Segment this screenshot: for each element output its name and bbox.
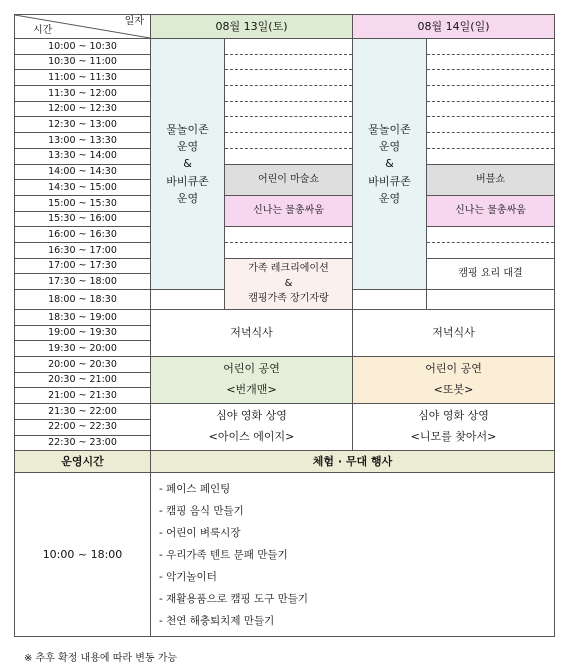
time-slot: 19:30 ~ 20:00: [15, 341, 151, 357]
day2-header: 08월 14일(일): [353, 15, 555, 39]
time-slot: 13:30 ~ 14:00: [15, 148, 151, 164]
time-slot: 17:30 ~ 18:00: [15, 274, 151, 290]
list-item: - 어린이 벼룩시장: [159, 526, 241, 539]
day2-kids-show: 어린이 공연 <또봇>: [353, 357, 555, 404]
time-slot: 22:30 ~ 23:00: [15, 435, 151, 451]
time-slot: 10:30 ~ 11:00: [15, 54, 151, 70]
day1-dinner: 저녁식사: [151, 310, 353, 357]
list-item: - 우리가족 텐트 문패 만들기: [159, 548, 288, 561]
corner-header: [15, 15, 151, 39]
day2-dinner: 저녁식사: [353, 310, 555, 357]
day1-water-bbq: 물놀이존 운영 & 바비큐존 운영: [151, 39, 225, 290]
time-slot: 10:00 ~ 10:30: [15, 39, 151, 55]
operating-hours-header: 운영시간: [15, 451, 151, 473]
list-item: - 재활용품으로 캠핑 도구 만들기: [159, 592, 308, 605]
time-slot: 14:30 ~ 15:00: [15, 180, 151, 196]
list-item: - 악기놀이터: [159, 570, 217, 583]
operating-hours: 10:00 ~ 18:00: [15, 473, 151, 637]
day1-water-fight: 신나는 물총싸움: [225, 195, 353, 226]
time-slot: 15:00 ~ 15:30: [15, 195, 151, 211]
day2-water-bbq: 물놀이존 운영 & 바비큐존 운영: [353, 39, 427, 290]
time-slot: 15:30 ~ 16:00: [15, 211, 151, 227]
list-item: - 천연 해충퇴치제 만들기: [159, 614, 275, 627]
time-slot: 22:00 ~ 22:30: [15, 419, 151, 435]
corner-date-label: 일자: [124, 16, 144, 27]
day1-movie: 심야 영화 상영 <아이스 에이지>: [151, 404, 353, 451]
time-slot: 12:00 ~ 12:30: [15, 101, 151, 117]
time-slot: 19:00 ~ 19:30: [15, 325, 151, 341]
time-slot: 20:00 ~ 20:30: [15, 357, 151, 373]
time-slot: 20:30 ~ 21:00: [15, 372, 151, 388]
time-slot: 21:00 ~ 21:30: [15, 388, 151, 404]
schedule-table: [14, 14, 555, 637]
time-slot: 13:00 ~ 13:30: [15, 133, 151, 149]
list-item: - 캠핑 음식 만들기: [159, 504, 244, 517]
day1-family-recreation: 가족 레크리에이션 & 캠핑가족 장기자랑: [225, 258, 353, 309]
time-slot: 14:00 ~ 14:30: [15, 164, 151, 180]
day2-movie: 심야 영화 상영 <니모를 찾아서>: [353, 404, 555, 451]
time-slot: 18:30 ~ 19:00: [15, 310, 151, 326]
day2-water-fight: 신나는 물총싸움: [427, 195, 555, 226]
time-slot: 16:30 ~ 17:00: [15, 242, 151, 258]
day1-kids-show: 어린이 공연 <번개맨>: [151, 357, 353, 404]
footnote: ※ 추후 확정 내용에 따라 변동 가능: [24, 653, 178, 664]
list-item: - 페이스 페인팅: [159, 482, 231, 495]
time-slot: 16:00 ~ 16:30: [15, 227, 151, 243]
time-slot: 21:30 ~ 22:00: [15, 404, 151, 420]
activity-list: [151, 473, 555, 637]
time-slot: 12:30 ~ 13:00: [15, 117, 151, 133]
time-slot: 11:30 ~ 12:00: [15, 86, 151, 102]
activities-header: 체험 · 무대 행사: [151, 451, 555, 473]
day1-magic-show: 어린이 마술쇼: [225, 164, 353, 195]
day2-bubble-show: 버블쇼: [427, 164, 555, 195]
day2-cooking-contest: 캠핑 요리 대결: [427, 258, 555, 289]
day1-header: 08월 13일(토): [151, 15, 353, 39]
time-slot: 18:00 ~ 18:30: [15, 290, 151, 310]
time-slot: 17:00 ~ 17:30: [15, 258, 151, 274]
time-slot: 11:00 ~ 11:30: [15, 70, 151, 86]
corner-time-label: 시간: [33, 25, 53, 36]
